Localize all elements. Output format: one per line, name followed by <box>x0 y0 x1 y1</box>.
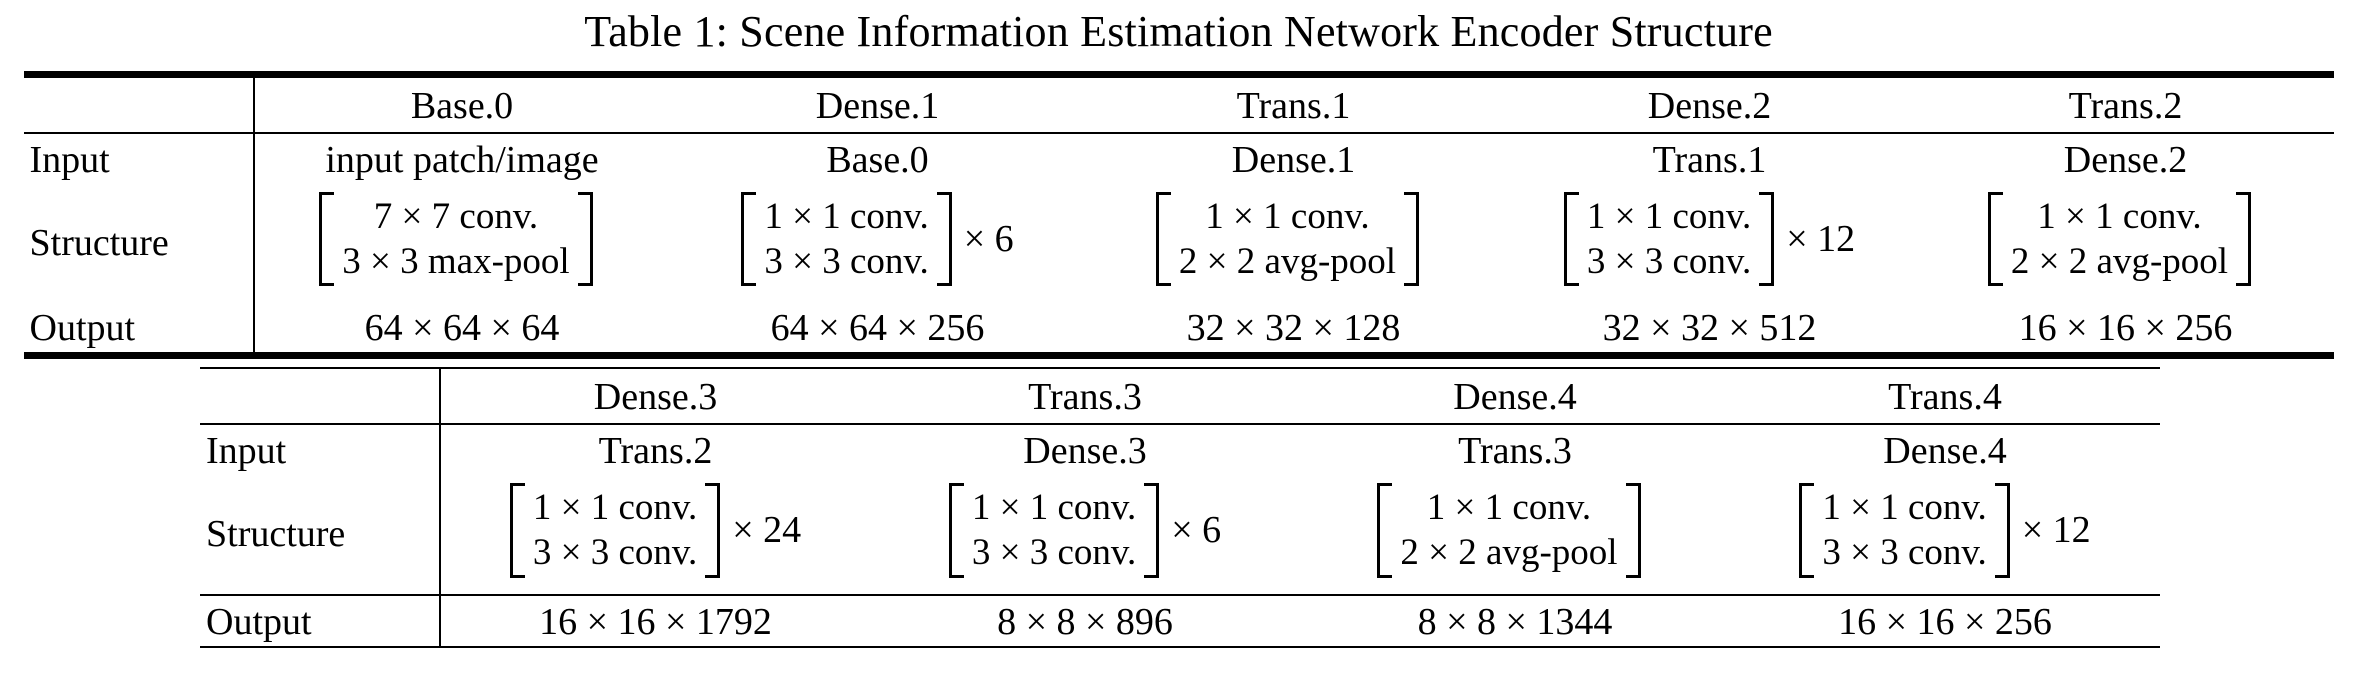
table-row-structure <box>200 475 2160 594</box>
cell-input-base0: input patch/image <box>325 139 599 181</box>
repeat-multiplier: × 12 <box>2021 509 2091 552</box>
matrix-trans1 <box>1156 190 1431 288</box>
table-caption: Table 1: Scene Information Estimation Network Encoder Structure <box>584 7 1773 56</box>
cell-structure-dense2 <box>1502 184 1918 302</box>
matrix-line: 3 × 3 conv. <box>532 532 698 574</box>
matrix-line: 1 × 1 conv. <box>1822 487 1987 529</box>
cell-output-trans1: 32 × 32 × 128 <box>1186 307 1401 350</box>
column-header-dense1: Dense.1 <box>815 85 940 127</box>
matrix-trans3 <box>949 481 1221 579</box>
matrix-trans2 <box>1988 190 2263 288</box>
matrix-line: 3 × 3 conv. <box>1586 241 1752 283</box>
bracket-trans3 <box>949 481 1159 579</box>
matrix-line: 1 × 1 conv. <box>1205 196 1370 237</box>
cell-output-base0: 64 × 64 × 64 <box>364 307 560 350</box>
row-label-structure: Structure <box>24 184 254 302</box>
column-header-trans2: Trans.2 <box>2068 85 2183 127</box>
bracket-dense4 <box>1377 481 1640 579</box>
table-header-row <box>24 75 2334 134</box>
cell-structure-dense3 <box>440 475 870 594</box>
matrix-line: 7 × 7 conv. <box>373 196 539 237</box>
bracket-dense1 <box>741 190 951 288</box>
matrix-line: 1 × 1 conv. <box>2037 196 2202 237</box>
cell-structure-trans1 <box>1086 184 1502 302</box>
table-header-row <box>200 368 2160 424</box>
matrix-line: 1 × 1 conv. <box>764 196 929 237</box>
corner-cell <box>200 368 440 424</box>
table-row-input <box>24 133 2334 184</box>
cell-input-dense2: Trans.1 <box>1652 139 1767 181</box>
matrix-line: 1 × 1 conv. <box>1586 196 1752 237</box>
table-row-output <box>200 595 2160 647</box>
cell-structure-dense4 <box>1300 475 1730 594</box>
matrix-line: 3 × 3 max-pool <box>342 241 570 283</box>
repeat-multiplier: × 6 <box>963 218 1014 261</box>
column-header-trans3: Trans.3 <box>1028 376 1142 419</box>
table-row-output <box>24 302 2334 356</box>
cell-input-trans3: Dense.3 <box>1023 430 1147 473</box>
column-header-dense3: Dense.3 <box>593 376 718 419</box>
cell-input-dense1: Base.0 <box>826 139 929 181</box>
matrix-trans4 <box>1799 481 2090 579</box>
cell-input-dense3: Trans.2 <box>598 430 713 473</box>
matrix-line: 1 × 1 conv. <box>1426 487 1592 529</box>
repeat-multiplier: × 24 <box>732 509 802 552</box>
column-header-trans1: Trans.1 <box>1236 85 1351 127</box>
cell-input-dense4: Trans.3 <box>1458 430 1572 473</box>
matrix-line: 2 × 2 avg-pool <box>1178 241 1397 283</box>
matrix-dense1 <box>741 190 1013 288</box>
cell-structure-trans3 <box>870 475 1300 594</box>
row-label-input: Input <box>200 424 440 475</box>
table-row-structure <box>24 184 2334 302</box>
matrix-dense2 <box>1564 190 1855 288</box>
corner-cell <box>24 75 254 134</box>
cell-input-trans2: Dense.2 <box>2063 139 2188 181</box>
row-label-structure: Structure <box>200 475 440 594</box>
bracket-trans1 <box>1156 190 1419 288</box>
table-gap <box>0 359 2357 367</box>
table-bottom-rule-row <box>200 647 2160 652</box>
row-label-output: Output <box>24 302 254 356</box>
table-row-input <box>200 424 2160 475</box>
matrix-line: 1 × 1 conv. <box>971 487 1137 529</box>
matrix-line: 3 × 3 conv. <box>971 532 1137 574</box>
bracket-dense3 <box>510 481 720 579</box>
cell-output-trans3: 8 × 8 × 896 <box>997 600 1173 643</box>
matrix-line: 2 × 2 avg-pool <box>2010 241 2229 283</box>
matrix-line: 3 × 3 conv. <box>1822 532 1987 574</box>
repeat-multiplier: × 6 <box>1171 509 1222 552</box>
row-label-output: Output <box>200 595 440 647</box>
repeat-multiplier: × 12 <box>1786 218 1856 261</box>
encoder-structure-table-part1 <box>24 71 2334 359</box>
cell-output-dense2: 32 × 32 × 512 <box>1602 307 1817 350</box>
cell-structure-base0 <box>254 184 670 302</box>
cell-output-trans2: 16 × 16 × 256 <box>2018 307 2233 350</box>
cell-input-trans1: Dense.1 <box>1231 139 1356 181</box>
matrix-line: 2 × 2 avg-pool <box>1400 532 1618 574</box>
matrix-line: 3 × 3 conv. <box>764 241 929 283</box>
column-header-trans4: Trans.4 <box>1888 376 2002 419</box>
bracket-trans4 <box>1799 481 2009 579</box>
cell-structure-trans2 <box>1918 184 2334 302</box>
bottom-rule <box>200 647 2160 652</box>
bracket-dense2 <box>1564 190 1774 288</box>
cell-output-dense1: 64 × 64 × 256 <box>770 307 985 350</box>
cell-output-dense3: 16 × 16 × 1792 <box>539 600 772 643</box>
encoder-structure-table-part2 <box>200 367 2160 651</box>
cell-structure-dense1 <box>670 184 1086 302</box>
column-header-base0: Base.0 <box>410 85 514 127</box>
matrix-base0 <box>319 190 604 288</box>
cell-input-trans4: Dense.4 <box>1883 430 2007 473</box>
cell-structure-trans4 <box>1730 475 2160 594</box>
column-header-dense2: Dense.2 <box>1647 85 1772 127</box>
cell-output-trans4: 16 × 16 × 256 <box>1838 600 2052 643</box>
matrix-dense3 <box>510 481 801 579</box>
row-label-input: Input <box>24 133 254 184</box>
matrix-dense4 <box>1377 481 1652 579</box>
matrix-line: 1 × 1 conv. <box>532 487 698 529</box>
cell-output-dense4: 8 × 8 × 1344 <box>1417 600 1613 643</box>
bracket-trans2 <box>1988 190 2251 288</box>
bracket-base0 <box>319 190 592 288</box>
column-header-dense4: Dense.4 <box>1453 376 1577 419</box>
